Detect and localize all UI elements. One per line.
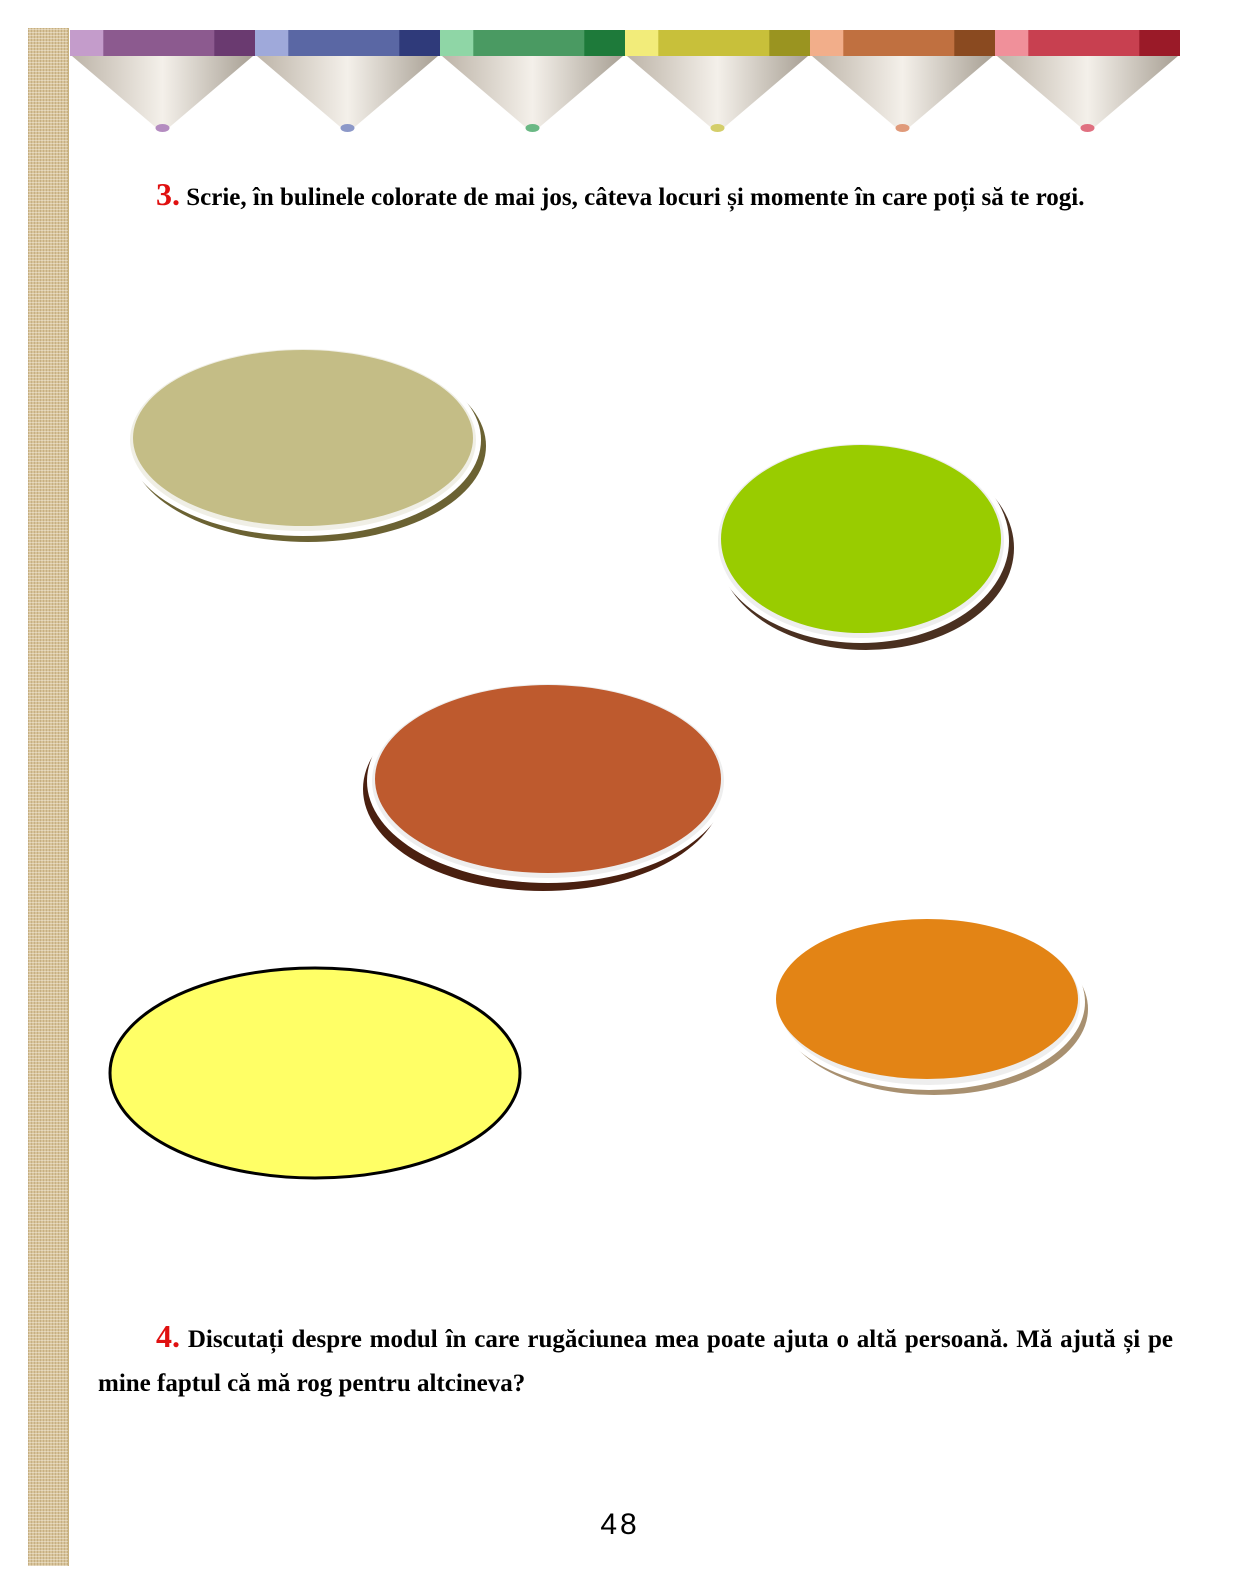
- yellow-bubble[interactable]: [110, 968, 520, 1178]
- exercise-4-number: 4.: [156, 1318, 180, 1354]
- khaki-bubble[interactable]: [125, 344, 486, 542]
- exercise-4-instruction: Discutați despre modul în care rugăciunea mea poate ajuta o altă persoană. Mă ajută și pe mine faptul că mă rog pentru altcineva?: [98, 1326, 1173, 1397]
- green-bubble[interactable]: [713, 439, 1014, 650]
- brown-bubble-fill[interactable]: [375, 685, 721, 873]
- exercise-3-number: 3.: [156, 176, 180, 212]
- exercise-4-text: [98, 1314, 1173, 1406]
- green-bubble-fill[interactable]: [721, 445, 1001, 633]
- page-number: 48: [600, 1508, 640, 1541]
- khaki-bubble-fill[interactable]: [133, 350, 473, 526]
- yellow-bubble-fill[interactable]: [110, 968, 520, 1178]
- exercise-3-instruction: Scrie, în bulinele colorate de mai jos, câteva locuri și momente în care poți să te rogi.: [186, 184, 1085, 211]
- orange-bubble-fill[interactable]: [776, 919, 1078, 1079]
- brown-bubble[interactable]: [363, 679, 729, 891]
- orange-bubble[interactable]: [773, 914, 1088, 1095]
